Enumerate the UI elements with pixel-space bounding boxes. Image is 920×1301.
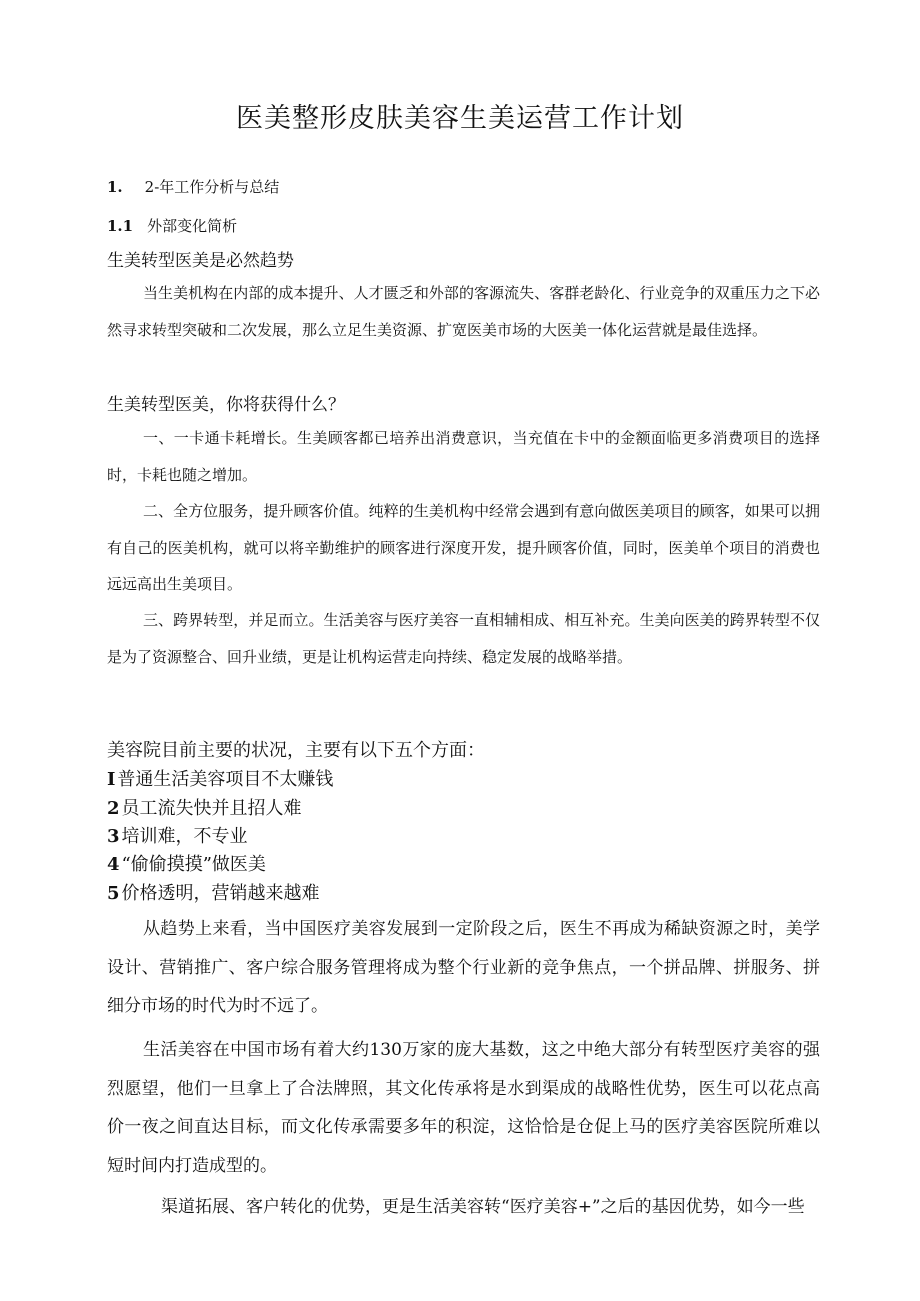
status-item-text: 普通生活美容项目不太赚钱: [117, 769, 334, 790]
status-item: [107, 765, 333, 791]
section-number-1-1: 1.1: [107, 217, 134, 235]
gain-heading: 生美转型医美，你将获得什么？: [107, 395, 345, 415]
status-item-number: 4: [107, 854, 120, 875]
trend-heading: 生美转型医美是必然趋势: [107, 251, 294, 271]
section-heading-1-1: [107, 215, 237, 236]
status-intro: 美容院目前主要的状况，主要有以下五个方面：: [107, 740, 485, 761]
paragraph-trend-future: 从趋势上来看，当中国医疗美容发展到一定阶段之后，医生不再成为稀缺资源之时，美学设计、营销推广、客户综合服务管理将成为整个行业新的竞争焦点，一个拼品牌、拼服务、拼细分市场的时代为时不远了。: [107, 919, 820, 1016]
status-item-text: 培训难，不专业: [121, 826, 248, 847]
status-item: [107, 822, 248, 848]
section-heading-1: [107, 176, 279, 197]
status-item-number: I: [107, 769, 116, 790]
section-label-1-1: 外部变化简析: [147, 217, 238, 235]
status-item-text: 价格透明，营销越来越难: [121, 883, 320, 904]
section-label-1: 2-年工作分析与总结: [144, 178, 280, 196]
trend-paragraph: 当生美机构在内部的成本提升、人才匮乏和外部的客源流失、客群老龄化、行业竞争的双重压力之下必然寻求转型突破和二次发展，那么立足生美资源、扩宽医美市场的大医美一体化运营就是最佳选择。: [107, 284, 820, 339]
status-item: [107, 794, 302, 820]
document-title: 医美整形皮肤美容生美运营工作计划: [236, 103, 684, 134]
status-item-number: 3: [107, 826, 120, 847]
gain-point-1: 一、一卡通卡耗增长。生美顾客都已培养出消费意识，当充值在卡中的金额面临更多消费项目的选择时，卡耗也随之增加。: [107, 429, 820, 484]
status-item-text: “偷偷摸摸”做医美: [121, 854, 266, 875]
paragraph-market: 生活美容在中国市场有着大约130万家的庞大基数，这之中绝大部分有转型医疗美容的强烈愿望，他们一旦拿上了合法牌照，其文化传承将是水到渠成的战略性优势，医生可以花点高价一夜之间直达目标，而文化传承需要多年的积淀，这恰恰是仓促上马的医疗美容医院所难以短时间内打造成型的。: [107, 1040, 820, 1176]
status-item: [107, 879, 320, 905]
status-item-number: 5: [107, 883, 120, 904]
status-item-number: 2: [107, 798, 120, 819]
gain-point-3: 三、跨界转型，并足而立。生活美容与医疗美容一直相辅相成、相互补充。生美向医美的跨界转型不仅是为了资源整合、回升业绩，更是让机构运营走向持续、稳定发展的战略举措。: [107, 611, 820, 666]
gain-point-2: 二、全方位服务，提升顾客价值。纯粹的生美机构中经常会遇到有意向做医美项目的顾客，如果可以拥有自己的医美机构，就可以将辛勤维护的顾客进行深度开发，提升顾客价值，同时，医美单个项目的消费也远远高出生美项目。: [107, 502, 820, 593]
status-item-text: 员工流失快并且招人难: [121, 798, 302, 819]
status-item: [107, 850, 266, 876]
section-number-1: 1.: [107, 178, 123, 196]
paragraph-channel: 渠道拓展、客户转化的优势，更是生活美容转“医疗美容+”之后的基因优势，如今一些: [161, 1197, 805, 1217]
